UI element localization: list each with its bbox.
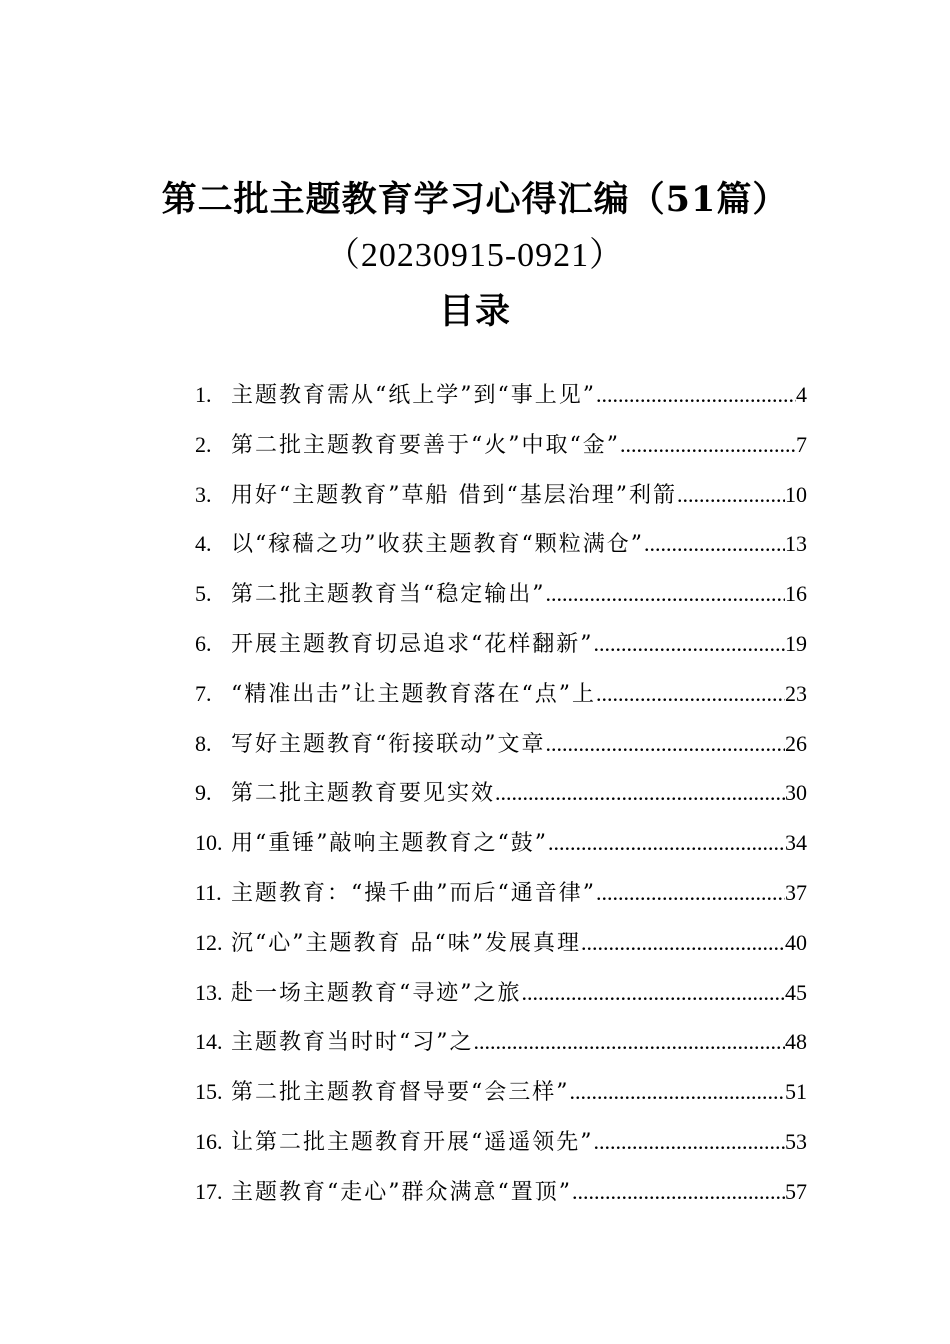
toc-dot-leader xyxy=(594,631,786,657)
toc-entry-page: 10 xyxy=(785,481,807,507)
toc-entry-number: 2. xyxy=(195,431,212,457)
toc-dot-leader xyxy=(644,531,785,557)
toc-entry[interactable] xyxy=(195,478,807,528)
toc-entry-title: 用好“主题教育”草船 借到“基层治理”利箭 xyxy=(231,482,677,508)
toc-entry-title: 以“稼穑之功”收获主题教育“颗粒满仓” xyxy=(231,532,644,558)
toc-dot-leader xyxy=(474,1029,786,1055)
toc-dot-leader xyxy=(546,581,786,607)
toc-entry-page: 40 xyxy=(785,929,807,955)
toc-entry-title: 用“重锤”敲响主题教育之“鼓” xyxy=(231,831,548,857)
toc-entry-page: 7 xyxy=(796,431,807,457)
toc-entry-page: 13 xyxy=(785,531,807,557)
toc-dot-leader xyxy=(570,1079,786,1105)
toc-entry-number: 6. xyxy=(195,630,212,656)
toc-dot-leader xyxy=(495,780,785,806)
toc-entry-title: 第二批主题教育督导要“会三样” xyxy=(231,1080,570,1106)
toc-dot-leader xyxy=(620,432,796,458)
toc-entry[interactable] xyxy=(195,876,807,926)
toc-dot-leader xyxy=(548,830,785,856)
toc-entry[interactable] xyxy=(195,1175,807,1225)
toc-entry[interactable] xyxy=(195,1125,807,1175)
table-of-contents xyxy=(195,378,807,1225)
toc-entry-page: 19 xyxy=(785,630,807,656)
toc-entry[interactable] xyxy=(195,627,807,677)
toc-entry-page: 45 xyxy=(785,979,807,1005)
toc-entry-page: 30 xyxy=(785,780,807,806)
toc-entry-number: 4. xyxy=(195,531,212,557)
toc-entry-page: 37 xyxy=(785,879,807,905)
toc-entry[interactable] xyxy=(195,1075,807,1125)
toc-entry-number: 7. xyxy=(195,680,212,706)
toc-dot-leader xyxy=(596,880,785,906)
toc-entry-title: 开展主题教育切忌追求“花样翻新” xyxy=(231,631,594,657)
toc-entry-title: 赴一场主题教育“寻迹”之旅 xyxy=(231,980,522,1006)
toc-entry-title: 第二批主题教育当“稳定输出” xyxy=(231,582,546,608)
toc-entry[interactable] xyxy=(195,727,807,777)
toc-entry-page: 34 xyxy=(785,830,807,856)
toc-entry[interactable] xyxy=(195,378,807,428)
toc-dot-leader xyxy=(596,681,785,707)
toc-entry-title: 写好主题教育“衔接联动”文章 xyxy=(231,731,546,757)
toc-entry-number: 8. xyxy=(195,730,212,756)
toc-dot-leader xyxy=(677,482,785,508)
date-range: （20230915-0921） xyxy=(325,237,625,274)
toc-entry-page: 51 xyxy=(785,1079,807,1105)
toc-entry-number: 1. xyxy=(195,382,212,407)
toc-entry-title: 第二批主题教育要善于“火”中取“金” xyxy=(231,432,620,458)
toc-entry-number: 15. xyxy=(195,1079,223,1105)
toc-dot-leader xyxy=(596,382,796,408)
toc-entry[interactable] xyxy=(195,428,807,478)
toc-entry-number: 11. xyxy=(195,879,222,905)
document-title: 第二批主题教育学习心得汇编（51篇） xyxy=(161,179,789,220)
toc-entry-number: 5. xyxy=(195,581,212,607)
toc-entry-page: 26 xyxy=(785,730,807,756)
toc-entry[interactable] xyxy=(195,1025,807,1075)
toc-dot-leader xyxy=(522,980,786,1006)
toc-entry-number: 12. xyxy=(195,929,223,955)
toc-entry[interactable] xyxy=(195,976,807,1026)
toc-entry-page: 23 xyxy=(785,680,807,706)
toc-entry-title: 主题教育：“操千曲”而后“通音律” xyxy=(231,880,596,906)
toc-entry-number: 14. xyxy=(195,1029,223,1055)
toc-heading: 目录 xyxy=(438,291,511,332)
toc-dot-leader xyxy=(572,1179,785,1205)
toc-entry-page: 4 xyxy=(796,382,807,407)
toc-entry-number: 10. xyxy=(195,830,223,856)
toc-entry-page: 16 xyxy=(785,581,807,607)
toc-entry-title: 第二批主题教育要见实效 xyxy=(231,781,496,807)
toc-entry-page: 53 xyxy=(785,1128,807,1154)
toc-entry-title: “精准出击”让主题教育落在“点”上 xyxy=(231,681,596,707)
toc-entry[interactable] xyxy=(195,677,807,727)
toc-entry-title: 主题教育“走心”群众满意“置顶” xyxy=(231,1179,572,1205)
toc-entry[interactable] xyxy=(195,527,807,577)
toc-entry-number: 17. xyxy=(195,1178,223,1204)
toc-entry-number: 9. xyxy=(195,780,212,806)
toc-entry[interactable] xyxy=(195,826,807,876)
toc-entry-number: 16. xyxy=(195,1128,223,1154)
toc-entry-number: 3. xyxy=(195,481,212,507)
document-header xyxy=(0,172,950,340)
toc-dot-leader xyxy=(594,1129,786,1155)
toc-entry-page: 48 xyxy=(785,1029,807,1055)
toc-entry-title: 沉“心”主题教育 品“味”发展真理 xyxy=(231,930,581,956)
toc-entry[interactable] xyxy=(195,577,807,627)
toc-entry-title: 主题教育当时时“习”之 xyxy=(231,1030,474,1056)
toc-dot-leader xyxy=(546,731,786,757)
toc-entry-page: 57 xyxy=(785,1178,807,1204)
toc-dot-leader xyxy=(581,930,785,956)
toc-entry[interactable] xyxy=(195,926,807,976)
toc-entry-number: 13. xyxy=(195,979,223,1005)
toc-entry-title: 让第二批主题教育开展“遥遥领先” xyxy=(231,1129,594,1155)
toc-entry[interactable] xyxy=(195,776,807,826)
toc-entry-title: 主题教育需从“纸上学”到“事上见” xyxy=(231,383,596,408)
